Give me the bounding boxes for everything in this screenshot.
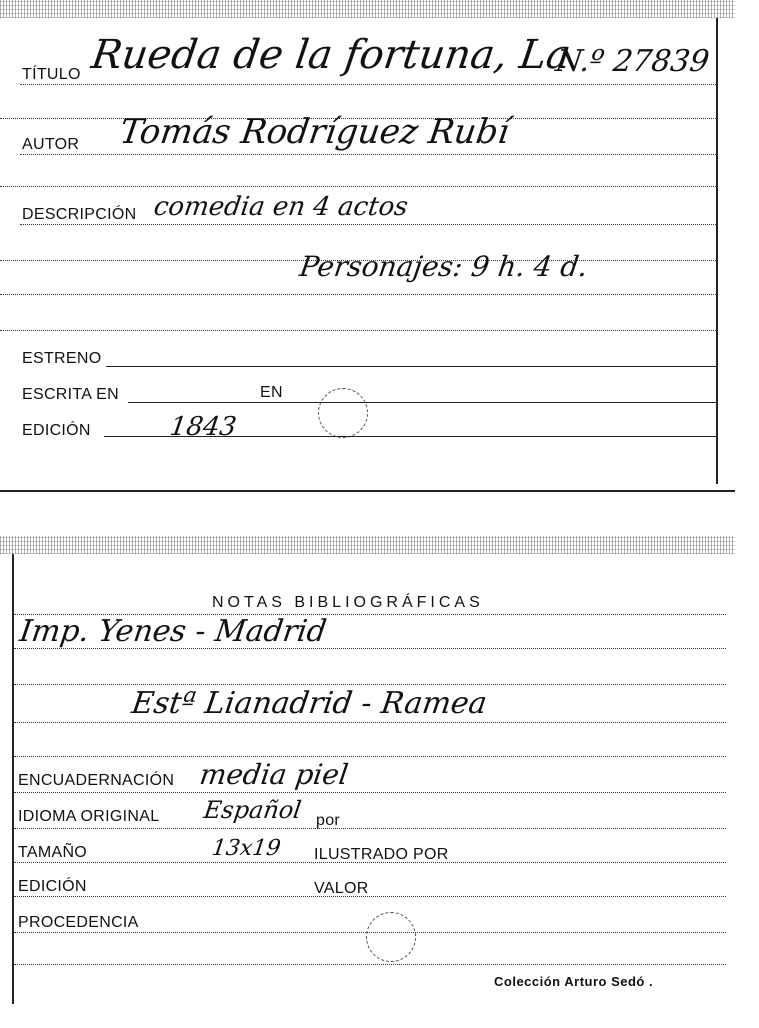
personajes-value: Personajes: 9 h. 4 d. [297,250,590,283]
coleccion-footer: Colección Arturo Sedó . [494,974,654,989]
edicion-label-bottom: EDICIÓN [18,878,87,895]
idioma-value: Español [202,796,304,824]
descripcion-value: comedia en 4 actos [151,192,410,222]
en-label: EN [260,384,283,401]
rule-line [14,684,726,685]
card-bottom-edge-texture [0,536,735,554]
encuadernacion-value: media piel [197,758,351,791]
card-top-right-border [716,18,718,484]
rule-line [14,964,726,965]
rule-line [14,862,726,863]
edicion-value: 1843 [167,412,239,442]
catalog-card-top [0,0,735,492]
escrita-line [128,402,716,403]
rule-line [14,792,726,793]
autor-label: AUTOR [22,136,80,153]
rule-line [0,294,716,295]
autor-line [20,154,716,155]
rule-line [14,896,726,897]
estampa-value: Estª Lianadrid - Ramea [129,686,490,721]
rule-line [0,330,716,331]
ilustrado-label: ILUSTRADO POR [314,846,449,863]
idioma-label: IDIOMA ORIGINAL [18,808,160,825]
procedencia-label: PROCEDENCIA [18,914,139,931]
titulo-line [20,84,716,85]
estreno-line [106,366,716,367]
rule-line [14,756,726,757]
edicion-line [104,436,716,437]
descripcion-label: DESCRIPCIÓN [22,206,137,223]
tamano-value: 13x19 [210,836,283,861]
rule-line [14,722,726,723]
autor-value: Tomás Rodríguez Rubí [117,112,512,152]
estreno-label: ESTRENO [22,350,102,367]
tamano-label: TAMAÑO [18,844,88,861]
valor-label: VALOR [314,880,369,897]
edicion-label: EDICIÓN [22,422,91,439]
card-top-bottom-border [0,490,735,492]
notas-heading: NOTAS BIBLIOGRÁFICAS [212,594,484,611]
stamp-mark [366,912,416,962]
escrita-label: ESCRITA EN [22,386,119,403]
rule-line [14,648,726,649]
rule-line [14,828,726,829]
card-bottom-left-border [12,554,14,1004]
rule-line [0,186,716,187]
por-label: por [316,812,341,829]
card-top-edge-texture [0,0,735,18]
stamp-mark [318,388,368,438]
titulo-value: Rueda de la fortuna, La [88,32,574,78]
descripcion-line [20,224,716,225]
catalog-card-bottom [0,536,735,1006]
titulo-label: TÍTULO [22,66,81,83]
numero-value: N.º 27839 [553,44,712,79]
encuadernacion-label: ENCUADERNACIÓN [18,772,175,789]
imprenta-value: Imp. Yenes - Madrid [17,614,329,649]
